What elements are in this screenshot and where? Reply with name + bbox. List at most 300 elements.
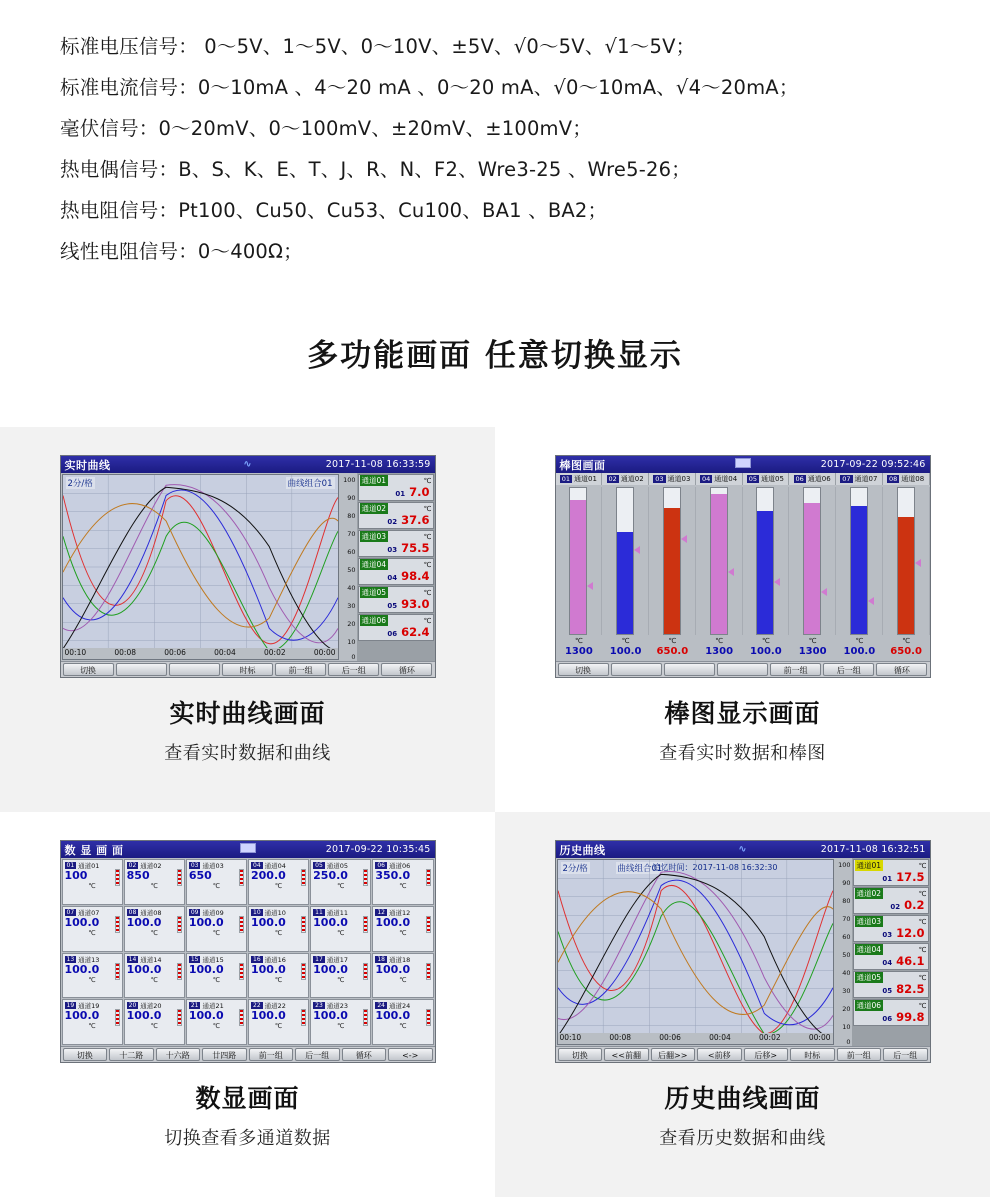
channel-index: 04 <box>387 574 398 582</box>
digital-unit: ℃ <box>88 1022 96 1031</box>
digital-cell[interactable] <box>186 906 247 952</box>
digital-footer-buttons <box>61 1046 435 1062</box>
bar-header-index: 06 <box>795 475 804 483</box>
channel-unit: ℃ <box>423 616 432 625</box>
trend-x-tick-4: 00:02 <box>264 648 286 657</box>
bar-header-name: 通道07 <box>854 475 878 483</box>
bar-button-blank-1[interactable] <box>611 663 662 676</box>
trend-plot[interactable] <box>62 474 339 660</box>
bar-button-switch[interactable]: 切换 <box>558 663 609 676</box>
digital-value: 100.0 <box>375 962 411 976</box>
digital-index: 07 <box>66 908 75 916</box>
bar-column[interactable] <box>836 487 883 635</box>
channel-tag: 通道03 <box>361 532 387 541</box>
history-channel-item[interactable] <box>853 943 929 970</box>
digital-cell[interactable] <box>310 859 371 905</box>
trend-y-tick-9: 10 <box>347 638 356 646</box>
history-channel-list <box>852 858 930 1046</box>
trend-titlebar <box>61 456 435 473</box>
trend-channel-item[interactable] <box>358 558 434 585</box>
digital-unit: ℃ <box>399 882 407 890</box>
trend-curves <box>63 475 338 659</box>
channel-value: 82.5 <box>896 982 925 996</box>
digital-value: 650 <box>188 869 212 882</box>
digital-button-24ch[interactable]: 廿四路 <box>202 1048 247 1061</box>
device-screen-digital <box>60 840 436 1063</box>
led-bar-icon <box>177 916 182 933</box>
history-timebase-label: 2分/格 <box>562 864 588 874</box>
digital-button-16ch[interactable]: 十六路 <box>156 1048 201 1061</box>
history-button-page-back[interactable]: <<前翻 <box>604 1048 649 1061</box>
digital-value: 100.0 <box>313 1009 348 1023</box>
panel-history-trend <box>495 812 990 1197</box>
digital-unit: ℃ <box>274 1022 283 1031</box>
digital-index: 11 <box>315 908 323 916</box>
digital-name: 通道13 <box>78 955 100 964</box>
digital-unit: ℃ <box>212 975 221 984</box>
bar-unit: ℃ <box>574 637 583 645</box>
channel-value: 93.0 <box>401 597 430 611</box>
bar-header-index: 05 <box>748 475 758 483</box>
trend-button-timemark[interactable]: 时标 <box>222 663 273 676</box>
digital-index: 24 <box>377 1002 385 1010</box>
digital-titlebar <box>61 841 435 858</box>
history-button-switch[interactable]: 切换 <box>558 1048 603 1061</box>
digital-unit: ℃ <box>212 1022 221 1031</box>
bar-header-cell <box>649 473 696 485</box>
channel-unit: ℃ <box>918 861 927 870</box>
bar-unit: ℃ <box>668 637 677 645</box>
bar-header-name: 通道05 <box>761 475 784 483</box>
channel-tag: 通道04 <box>856 945 882 954</box>
digital-index: 05 <box>315 862 323 869</box>
digital-value: 100.0 <box>64 915 100 929</box>
digital-cell[interactable] <box>310 999 371 1045</box>
history-x-tick-5: 00:00 <box>808 1033 831 1042</box>
digital-index: 15 <box>190 955 199 963</box>
digital-cell[interactable] <box>124 953 185 999</box>
digital-value: 100.0 <box>375 915 411 929</box>
trend-y-tick-5: 50 <box>347 566 356 574</box>
digital-unit: ℃ <box>212 882 221 890</box>
history-channel-item[interactable] <box>853 915 929 942</box>
channel-value: 37.6 <box>401 513 430 527</box>
history-time-axis <box>558 1033 833 1044</box>
channel-index: 05 <box>387 602 398 610</box>
history-x-tick-4: 00:02 <box>759 1033 781 1042</box>
history-x-tick-0: 00:10 <box>559 1033 582 1042</box>
bar-column[interactable] <box>789 487 836 635</box>
digital-value: 100.0 <box>126 962 162 976</box>
digital-cell[interactable] <box>124 859 185 905</box>
digital-cell[interactable] <box>310 953 371 999</box>
spec-line-current: 标准电流信号：0～10mA 、4～20 mA 、0～20 mA、√0～10mA、√4～20mA； <box>60 76 799 99</box>
bar-datetime: 2017-09-22 09:52:46 <box>820 459 926 470</box>
channel-tag: 通道02 <box>856 889 882 898</box>
bar-unit: ℃ <box>902 637 911 645</box>
trend-x-tick-2: 00:06 <box>164 648 186 657</box>
digital-index: 01 <box>66 862 75 869</box>
panel-digital <box>0 812 495 1197</box>
digital-index: 17 <box>315 955 323 963</box>
spec-line-rtd: 热电阻信号：Pt100、Cu50、Cu53、Cu100、BA1 、BA2； <box>60 199 608 222</box>
bar-header-index: 04 <box>702 475 711 483</box>
trend-button-switch[interactable]: 切换 <box>63 663 114 676</box>
trend-channel-item[interactable] <box>358 530 434 557</box>
channel-value: 75.5 <box>401 541 430 555</box>
bar-button-next-group[interactable]: 后一组 <box>823 663 874 676</box>
digital-title: 数 显 画 面 <box>64 843 124 857</box>
digital-cell[interactable] <box>124 999 185 1045</box>
digital-name: 通道03 <box>202 862 224 870</box>
digital-cell[interactable] <box>310 906 371 952</box>
channel-value: 7.0 <box>409 485 430 499</box>
digital-name: 通道23 <box>326 1002 349 1011</box>
digital-cell[interactable] <box>372 859 433 905</box>
digital-index: 21 <box>190 1002 199 1010</box>
led-bar-icon <box>177 869 182 886</box>
history-title: 历史曲线 <box>559 843 606 857</box>
led-bar-icon <box>301 963 306 980</box>
history-button-next-group[interactable]: 后一组 <box>883 1048 928 1061</box>
channel-tag: 通道03 <box>856 917 882 926</box>
digital-name: 通道15 <box>202 955 224 964</box>
trend-channel-item[interactable] <box>358 614 434 641</box>
channel-index: 03 <box>882 931 893 939</box>
bar-unit: ℃ <box>808 637 817 645</box>
bar-area <box>556 473 930 661</box>
channel-index: 06 <box>387 630 398 638</box>
history-x-tick-2: 00:06 <box>659 1033 681 1042</box>
wave-logo-icon: ∿ <box>243 459 252 470</box>
trend-channel-item[interactable] <box>358 586 434 613</box>
digital-unit: ℃ <box>274 882 283 890</box>
history-button-shift-forward[interactable]: 后移> <box>744 1048 789 1061</box>
channel-tag: 通道04 <box>361 560 387 569</box>
led-bar-icon <box>177 1009 182 1026</box>
channel-unit: ℃ <box>918 917 927 926</box>
digital-name: 通道02 <box>140 862 162 870</box>
digital-unit: ℃ <box>150 928 158 937</box>
led-bar-icon <box>363 963 368 980</box>
led-bar-icon <box>363 1009 368 1026</box>
wave-logo-icon: ∿ <box>738 844 747 855</box>
led-bar-icon <box>115 869 120 886</box>
trend-x-tick-5: 00:00 <box>313 648 336 657</box>
led-bar-icon <box>239 916 244 933</box>
bar-column[interactable] <box>743 487 790 635</box>
bar-columns <box>556 485 930 637</box>
trend-y-tick-4: 60 <box>347 548 356 556</box>
digital-name: 通道24 <box>388 1002 411 1011</box>
trend-body <box>61 473 435 661</box>
digital-name: 通道21 <box>202 1002 224 1011</box>
digital-value: 100.0 <box>188 915 224 929</box>
digital-value: 100.0 <box>126 915 162 929</box>
led-bar-icon <box>239 1009 244 1026</box>
channel-value: 12.0 <box>896 926 925 940</box>
trend-button-cycle[interactable]: 循环 <box>381 663 432 676</box>
channel-unit: ℃ <box>918 973 927 982</box>
digital-cell[interactable] <box>248 953 309 999</box>
digital-cell[interactable] <box>372 999 433 1045</box>
bar-body <box>556 473 930 661</box>
trend-button-next-group[interactable]: 后一组 <box>328 663 379 676</box>
digital-value: 100.0 <box>188 1009 224 1023</box>
history-y-tick-2: 80 <box>842 897 851 905</box>
history-button-shift-back[interactable]: <前移 <box>697 1048 742 1061</box>
digital-index: 12 <box>377 908 385 916</box>
trend-button-blank-1[interactable] <box>116 663 167 676</box>
history-button-timemark[interactable]: 时标 <box>790 1048 835 1061</box>
digital-value: 100.0 <box>375 1009 411 1023</box>
history-y-tick-4: 60 <box>842 933 851 941</box>
bar-header-name: 通道06 <box>807 475 831 483</box>
channel-index: 01 <box>882 875 893 883</box>
panel-realtime-trend <box>0 427 495 812</box>
led-bar-icon <box>115 963 120 980</box>
history-y-tick-7: 30 <box>842 987 851 995</box>
digital-button-cycle[interactable]: 循环 <box>342 1048 387 1061</box>
trend-channel-item[interactable] <box>358 474 434 501</box>
trend-caption-title: 实时曲线画面 <box>169 699 326 728</box>
bar-header-cell <box>789 473 836 485</box>
bar-button-blank-2[interactable] <box>664 663 715 676</box>
bar-unit: ℃ <box>855 637 864 645</box>
digital-index: 03 <box>190 862 199 869</box>
history-plot-wrap <box>556 858 852 1046</box>
channel-tag: 通道01 <box>856 861 882 870</box>
bar-column[interactable] <box>883 487 930 635</box>
trend-timebase-label: 2分/格 <box>67 479 93 489</box>
digital-body <box>61 858 435 1046</box>
led-bar-icon <box>363 869 368 886</box>
led-bar-icon <box>239 963 244 980</box>
digital-name: 通道05 <box>326 862 349 870</box>
bar-header-row <box>556 473 930 485</box>
digital-value: 100 <box>64 869 88 882</box>
history-button-page-forward[interactable]: 后翻>> <box>651 1048 696 1061</box>
bar-header-cell <box>836 473 883 485</box>
channel-index: 03 <box>387 546 398 554</box>
history-channel-item[interactable] <box>853 859 929 886</box>
bar-header-cell <box>556 473 603 485</box>
digital-cell[interactable] <box>62 859 123 905</box>
channel-index: 04 <box>882 959 893 967</box>
spec-line-resistance: 线性电阻信号：0～400Ω； <box>60 240 303 263</box>
digital-button-12ch[interactable]: 十二路 <box>109 1048 154 1061</box>
digital-logo-icon <box>240 843 256 853</box>
trend-y-tick-6: 40 <box>347 584 356 592</box>
history-group-label: 曲线组合01 <box>617 864 663 874</box>
digital-cell[interactable] <box>62 953 123 999</box>
bar-header-index: 03 <box>655 475 664 483</box>
digital-cell[interactable] <box>372 906 433 952</box>
digital-cell[interactable] <box>62 906 123 952</box>
trend-button-blank-2[interactable] <box>169 663 220 676</box>
bar-value: 1300 <box>564 646 593 657</box>
bar-units-row <box>556 637 930 646</box>
digital-unit: ℃ <box>212 928 221 937</box>
digital-name: 通道07 <box>78 908 100 917</box>
channel-index: 01 <box>395 490 406 498</box>
digital-cell[interactable] <box>248 999 309 1045</box>
trend-y-tick-10: 0 <box>351 653 356 661</box>
digital-name: 通道16 <box>264 955 286 964</box>
trend-title: 实时曲线 <box>64 458 111 472</box>
digital-value: 100.0 <box>251 962 286 976</box>
channel-unit: ℃ <box>423 560 432 569</box>
led-bar-icon <box>426 1009 431 1026</box>
digital-unit: ℃ <box>337 882 345 890</box>
trend-button-prev-group[interactable]: 前一组 <box>275 663 326 676</box>
bar-header-name: 通道04 <box>714 475 738 483</box>
digital-unit: ℃ <box>399 1022 407 1031</box>
bar-column[interactable] <box>602 487 649 635</box>
history-caption-sub: 查看历史数据和曲线 <box>659 1128 826 1149</box>
digital-index: 08 <box>128 908 137 916</box>
channel-tag: 通道05 <box>361 588 387 597</box>
digital-cell[interactable] <box>248 906 309 952</box>
bar-caption-title: 棒图显示画面 <box>664 699 821 728</box>
device-screen-bar <box>555 455 931 678</box>
device-screen-history <box>555 840 931 1063</box>
trend-time-axis <box>63 648 338 659</box>
digital-name: 通道20 <box>140 1002 162 1011</box>
digital-button-toggle[interactable]: <-> <box>388 1048 433 1061</box>
spec-line-voltage: 标准电压信号： 0～5V、1～5V、0～10V、±5V、√0～5V、√1～5V； <box>60 35 696 58</box>
trend-plot-wrap <box>61 473 357 661</box>
digital-cell[interactable] <box>186 953 247 999</box>
bar-column[interactable] <box>556 487 603 635</box>
digital-button-next-group[interactable]: 后一组 <box>295 1048 340 1061</box>
section-headline: 多功能画面 任意切换显示 <box>307 338 683 374</box>
channel-index: 05 <box>882 987 893 995</box>
digital-caption-title: 数显画面 <box>195 1084 300 1113</box>
bar-header-cell <box>602 473 649 485</box>
channel-unit: ℃ <box>423 588 432 597</box>
digital-index: 13 <box>66 955 75 963</box>
spec-list <box>0 0 990 272</box>
history-titlebar <box>556 841 930 858</box>
digital-index: 02 <box>128 862 137 869</box>
history-y-tick-9: 10 <box>842 1023 851 1031</box>
digital-value: 100.0 <box>64 1009 100 1023</box>
trend-group-label: 曲线组合01 <box>287 479 333 489</box>
trend-y-tick-2: 80 <box>347 512 356 520</box>
digital-unit: ℃ <box>337 975 345 984</box>
channel-index: 02 <box>890 903 901 911</box>
channel-unit: ℃ <box>918 889 927 898</box>
history-x-tick-1: 00:08 <box>609 1033 631 1042</box>
bar-value: 100.0 <box>843 646 876 657</box>
digital-cell[interactable] <box>186 859 247 905</box>
history-y-tick-8: 20 <box>842 1005 851 1013</box>
bar-header-index: 02 <box>608 475 617 483</box>
digital-index: 19 <box>66 1002 75 1010</box>
channel-tag: 通道06 <box>361 616 387 625</box>
digital-button-prev-group[interactable]: 前一组 <box>249 1048 294 1061</box>
channel-index: 06 <box>882 1015 893 1023</box>
bar-values-row <box>556 646 930 661</box>
digital-unit: ℃ <box>399 975 407 984</box>
bar-column[interactable] <box>649 487 696 635</box>
trend-footer-buttons <box>61 661 435 677</box>
channel-tag: 通道01 <box>361 476 387 485</box>
bar-button-blank-3[interactable] <box>717 663 768 676</box>
bar-unit: ℃ <box>761 637 770 645</box>
channel-value: 98.4 <box>401 569 430 583</box>
channel-value: 99.8 <box>896 1010 925 1024</box>
led-bar-icon <box>301 1009 306 1026</box>
digital-unit: ℃ <box>337 1022 345 1031</box>
trend-channel-item[interactable] <box>358 502 434 529</box>
digital-datetime: 2017-09-22 10:35:45 <box>325 844 431 855</box>
channel-unit: ℃ <box>423 504 432 513</box>
bar-title: 棒图画面 <box>559 458 606 472</box>
digital-cell[interactable] <box>248 859 309 905</box>
digital-cell[interactable] <box>124 906 185 952</box>
trend-y-tick-7: 30 <box>347 602 356 610</box>
trend-y-tick-8: 20 <box>347 620 356 628</box>
history-y-tick-3: 70 <box>842 915 851 923</box>
digital-cell[interactable] <box>62 999 123 1045</box>
bar-header-name: 通道01 <box>574 475 597 483</box>
digital-index: 10 <box>253 908 261 916</box>
bar-button-cycle[interactable]: 循环 <box>876 663 927 676</box>
digital-value: 100.0 <box>313 915 348 929</box>
led-bar-icon <box>426 916 431 933</box>
channel-index: 02 <box>387 518 398 526</box>
digital-index: 09 <box>190 908 199 916</box>
digital-cell[interactable] <box>186 999 247 1045</box>
trend-y-tick-1: 90 <box>347 494 356 502</box>
history-channel-item[interactable] <box>853 971 929 998</box>
trend-y-axis <box>340 473 357 661</box>
led-bar-icon <box>301 916 306 933</box>
channel-unit: ℃ <box>918 1001 927 1010</box>
bar-value: 100.0 <box>750 646 782 657</box>
digital-name: 通道14 <box>140 955 162 964</box>
bar-value: 1300 <box>705 646 734 657</box>
digital-name: 通道12 <box>388 908 411 917</box>
digital-value: 100.0 <box>251 915 286 929</box>
history-plot[interactable] <box>557 859 834 1045</box>
channel-unit: ℃ <box>423 476 432 485</box>
digital-button-switch[interactable]: 切换 <box>63 1048 108 1061</box>
history-button-prev-group[interactable]: 前一组 <box>837 1048 882 1061</box>
channel-tag: 通道02 <box>361 504 387 513</box>
channel-value: 46.1 <box>896 954 925 968</box>
digital-index: 04 <box>253 862 261 869</box>
digital-unit: ℃ <box>88 928 96 937</box>
spec-line-thermocouple: 热电偶信号：B、S、K、E、T、J、R、N、F2、Wre3-25 、Wre5-26； <box>60 158 691 181</box>
digital-cell[interactable] <box>372 953 433 999</box>
bar-header-index: 01 <box>561 475 571 483</box>
digital-unit: ℃ <box>150 975 158 984</box>
bar-header-cell <box>743 473 790 485</box>
channel-tag: 通道05 <box>856 973 882 982</box>
digital-name: 通道22 <box>264 1002 286 1011</box>
history-y-axis <box>835 858 852 1046</box>
bar-column[interactable] <box>696 487 743 635</box>
history-channel-item[interactable] <box>853 887 929 914</box>
bar-unit: ℃ <box>621 637 630 645</box>
history-channel-item[interactable] <box>853 999 929 1026</box>
bar-button-prev-group[interactable]: 前一组 <box>770 663 821 676</box>
digital-unit: ℃ <box>88 882 96 890</box>
channel-value: 62.4 <box>401 625 430 639</box>
